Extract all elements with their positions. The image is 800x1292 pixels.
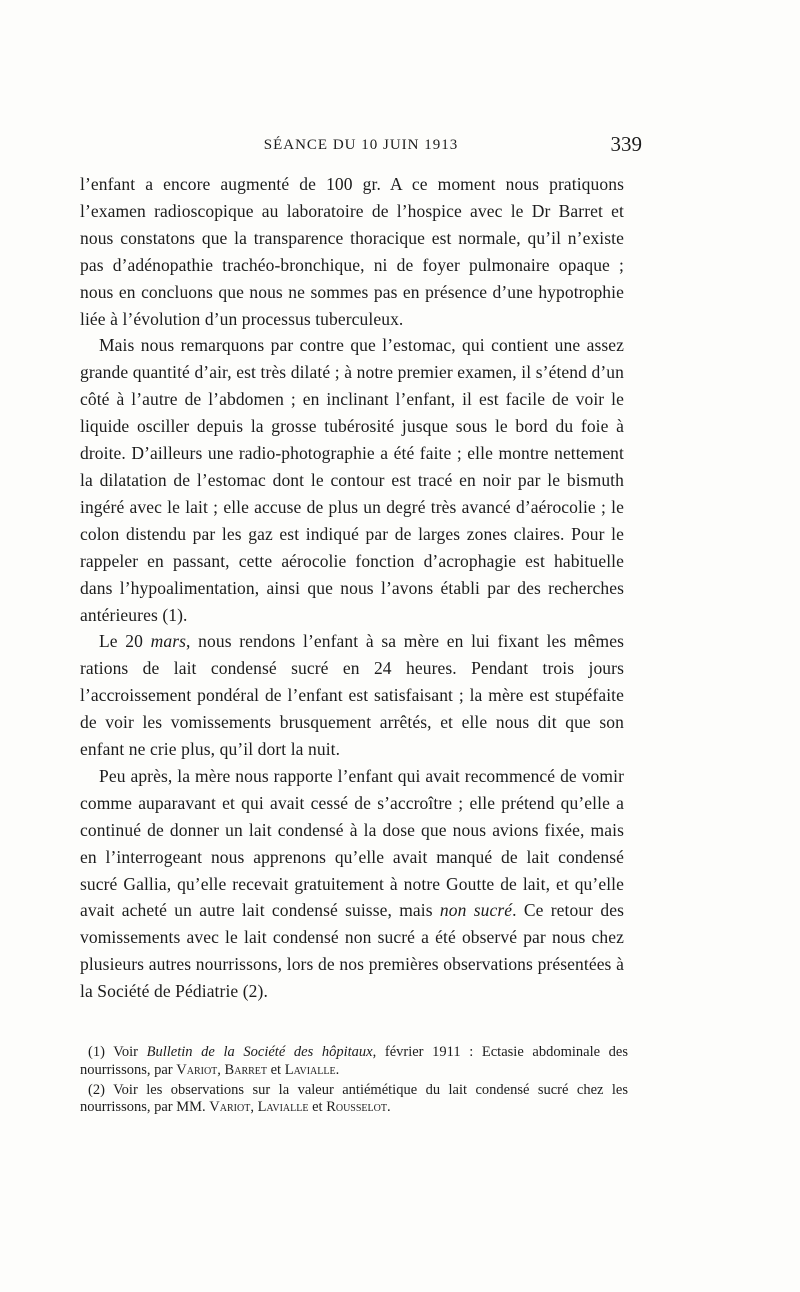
footnote-1-end: . [335,1061,340,1078]
footnote-1-mid: , février 1911 : Ectasie abdominale des nourrissons, par [80,1044,628,1078]
footnote-1-sep-2: et [267,1061,285,1078]
paragraph-3-italic: mars [150,631,187,652]
paragraph-4-italic: non sucré [439,900,513,921]
footnote-1-sep-1: , [217,1061,225,1078]
paragraph-3-end: , nous rendons l’enfant à sa mère en lui fixant les mêmes rations de lait condensé sucré en 24 heures. Pendant trois jours l’accroissement pondéral de l’enfant est satisfaisant ; la mère est stupéfaite de voir les vomissements brusquement arrêtés, et elle nous dit que son enfant ne crie plus, qu’il dort la nuit. [80,631,624,760]
footnote-1-start: (1) Voir [88,1044,147,1060]
footnote-2 [80,1082,628,1118]
footnote-1-author-3: Lavialle [284,1061,336,1078]
footnote-1 [80,1044,628,1080]
paragraph-4-start: Peu après, la mère nous rapporte l’enfant qui avait recommencé de vomir comme auparavant et qui avait cessé de s’accroître ; elle prétend qu’elle a continué de donner un lait condensé à la dose que nous avions fixée, mais en l’interrogeant nous apprenons qu’elle avait manqué de lait condensé sucré Gallia, qu’elle recevait gratuitement à notre Goutte de lait, et qu’elle avait acheté un autre lait condensé suisse, mais [80,765,624,921]
page-header [80,132,642,162]
footnotes [80,1044,628,1117]
footnote-2-author-2: Lavialle [257,1099,309,1116]
running-title: SÉANCE DU 10 JUIN 1913 [263,137,459,153]
paragraph-4-end: . Ce retour des vomissements avec le lait condensé non sucré a été observé par nous chez plusieurs autres nourrissons, lors de nos premières observations présentées à la Société de Pédiatrie (2). [80,900,624,1002]
footnote-2-sep-2: et [308,1099,327,1116]
paragraph-4 [80,763,624,1005]
footnote-2-author-1: Variot [209,1099,251,1116]
footnote-1-author-2: Barret [224,1061,267,1078]
page-number: 339 [610,132,642,156]
paragraph-3-start: Le 20 [99,631,151,652]
footnote-2-sep-1: , [250,1099,258,1116]
body-text [80,171,624,1005]
paragraph-3 [80,628,624,763]
footnote-1-author-1: Variot [176,1061,218,1078]
footnote-1-journal: Bulletin de la Société des hôpitaux [146,1044,373,1060]
footnote-2-end: . [386,1099,391,1116]
footnote-2-author-3: Rousselot [326,1099,387,1116]
paragraph-2: Mais nous remarquons par contre que l’estomac, qui contient une assez grande quantité d’air, est très dilaté ; à notre premier examen, il s’étend d’un côté à l’autre de l’abdomen ; en inclinant l’enfant, il est facile de voir le liquide osciller depuis la grosse tubérosité jusque sous le bord du foie à droite. D’ailleurs une radio-photographie a été faite ; elle montre nettement la dilatation de l’estomac dont le contour est tracé en noir par le bismuth ingéré avec le lait ; elle accuse de plus un degré très avancé d’aérocolie ; le colon distendu par les gaz est indiqué par de larges zones claires. Pour le rappeler en passant, cette aérocolie fonction d’acrophagie est habituelle dans l’hypoalimentation, ainsi que nous l’avons établi par des recherches antérieures (1). [80,335,624,625]
footnote-2-start: (2) Voir les observations sur la valeur antiémétique du lait condensé sucré chez les nourrissons, par MM. [80,1081,628,1116]
paragraph-1: l’enfant a encore augmenté de 100 gr. A ce moment nous pratiquons l’examen radioscopique au laboratoire de l’hospice avec le Dr Barret et nous constatons que la transparence thoracique est normale, qu’il n’existe pas d’adénopathie trachéo-bronchique, ni de foyer pulmonaire opaque ; nous en concluons que nous ne sommes pas en présence d’une hypotrophie liée à l’évolution d’un processus tuberculeux. [80,174,624,329]
